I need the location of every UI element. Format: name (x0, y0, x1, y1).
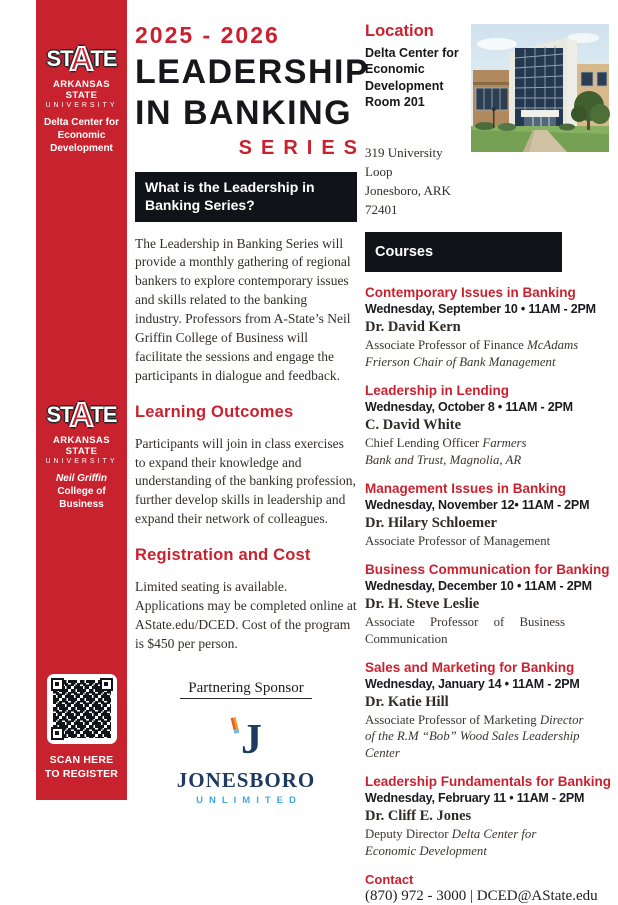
qr-finder-icon (100, 678, 113, 691)
course-date: Wednesday, December 10 • 11AM - 2PM (365, 579, 592, 594)
course-role (365, 435, 545, 468)
course-title: Leadership in Lending (365, 383, 510, 399)
qr-finder-icon (51, 727, 64, 740)
svg-text:J: J (241, 716, 262, 763)
partnering-sponsor-label (135, 680, 357, 697)
course-role (365, 712, 593, 761)
course-item-5 (365, 660, 612, 761)
logo-unit-line1: Delta Center for (43, 117, 119, 128)
wordmark-te: TE (90, 45, 117, 71)
course-instructor: Dr. Cliff E. Jones (365, 808, 472, 825)
unlimited-logo-text: UNLIMITED (196, 794, 302, 806)
logo-university-name: ARKANSAS STATE (52, 79, 111, 101)
course-role (365, 337, 593, 370)
course-instructor: Dr. David Kern (365, 319, 461, 336)
wordmark-a: A (69, 40, 94, 77)
course-instructor: C. David White (365, 417, 462, 434)
partnering-sponsor-text: Partnering Sponsor (180, 680, 311, 699)
location-street: 319 University Loop (365, 145, 443, 179)
course-instructor: Dr. H. Steve Leslie (365, 596, 480, 613)
location-city: Jonesboro, ARK 72401 (365, 182, 451, 217)
course-role (365, 614, 565, 647)
course-item-1 (365, 285, 612, 370)
course-role-text: Associate Professor of Management (365, 533, 551, 548)
asu-business-college-logo (36, 398, 127, 511)
qr-label-line1: SCAN HERE (49, 754, 114, 766)
logo-university-word: UNIVERSITY (45, 102, 118, 109)
wordmark-te: TE (90, 401, 117, 427)
location-line1: Delta Center for (365, 46, 459, 60)
qr-label-line2: TO REGISTER (44, 768, 119, 781)
wordmark-a: A (69, 396, 94, 433)
title-line-in-banking: IN BANKING (135, 94, 353, 133)
course-role-emphasis: Farmers Bank and Trust, Magnolia, AR (365, 436, 527, 467)
course-date: Wednesday, September 10 • 11AM - 2PM (365, 302, 596, 317)
course-title: Sales and Marketing for Banking (365, 660, 575, 675)
about-body: The Leadership in Banking Series will provide a monthly gathering of regional bankers to explore contemporary issues and skills related to the banking industry. Professors from A-State’s Neil Griffin College of Business will facilitate the sessions and engage the participants in dialogue and feedback. (135, 235, 351, 383)
contact-heading: Contact (365, 871, 414, 887)
about-heading-line2: Banking Series? (145, 196, 255, 213)
course-date: Wednesday, October 8 • 11AM - 2PM (365, 400, 573, 415)
course-role-text: Chief Lending Officer (365, 436, 483, 451)
program-years: 2025 - 2026 (135, 22, 280, 48)
course-item-2 (365, 383, 612, 468)
qr-code[interactable] (47, 674, 117, 744)
logo-unit-line2: College of Business (57, 486, 106, 510)
course-role-emphasis: McAdams Frierson Chair of Bank Management (365, 338, 579, 369)
jonesboro-logo-text: JONESBORO (176, 767, 316, 792)
course-role-text: Associate Professor of Finance (365, 338, 528, 353)
astate-wordmark-icon (36, 398, 127, 431)
course-role (365, 533, 593, 549)
course-instructor: Dr. Hilary Schloemer (365, 514, 497, 531)
location-line2: Economic Development (365, 62, 444, 93)
register-qr-block (36, 674, 127, 781)
logo-unit-line2: Economic Development (50, 130, 113, 154)
course-role-text: Associate Professor of Business Communication (365, 615, 565, 646)
building-photo (471, 24, 609, 152)
course-role-text: Deputy Director (365, 827, 452, 842)
right-column (365, 22, 612, 905)
course-date: Wednesday, November 12• 11AM - 2PM (365, 497, 590, 512)
qr-finder-icon (51, 678, 64, 691)
course-item-3 (365, 481, 612, 549)
wordmark-st: ST (46, 401, 73, 427)
about-heading-line1: What is the Leadership in (145, 178, 315, 195)
course-instructor: Dr. Katie Hill (365, 694, 449, 710)
course-date: Wednesday, February 11 • 11AM - 2PM (365, 791, 585, 806)
asu-dced-logo (36, 42, 127, 155)
course-title: Contemporary Issues in Banking (365, 285, 576, 301)
location-venue (365, 45, 467, 110)
logo-university-name: ARKANSAS STATE (52, 435, 111, 457)
course-role-emphasis: Delta Center for Economic Development (365, 827, 537, 858)
sidebar (36, 0, 127, 800)
course-title: Leadership Fundamentals for Banking (365, 774, 612, 790)
astate-wordmark-icon (36, 42, 127, 75)
wordmark-st: ST (46, 45, 73, 71)
jonesboro-unlimited-logo (135, 713, 357, 806)
jonesboro-j-icon (223, 713, 269, 761)
learning-outcomes-heading: Learning Outcomes (135, 402, 294, 421)
logo-university-word: UNIVERSITY (45, 458, 118, 465)
location-address (365, 144, 469, 219)
course-role-emphasis: Director of the R.M “Bob” Wood Sales Leadership Center (365, 713, 584, 760)
course-role-text: Associate Professor of Marketing (365, 713, 540, 727)
learning-outcomes-body: Participants will join in class exercises to expand their knowledge and understanding of the banking profession, further develop skills in leadership and expand their network of colleagues. (135, 435, 356, 527)
registration-body: Limited seating is available. Applications may be completed online at AState.edu/DCED. Cost of the program is $450 per person. (135, 579, 357, 651)
course-role (365, 826, 575, 859)
logo-unit-line1: Neil Griffin (56, 473, 107, 484)
title-line-leadership: LEADERSHIP (135, 53, 370, 91)
course-date: Wednesday, January 14 • 11AM - 2PM (365, 677, 580, 691)
about-heading (135, 172, 357, 222)
registration-heading: Registration and Cost (135, 546, 311, 565)
course-title: Management Issues in Banking (365, 480, 567, 496)
course-item-4 (365, 562, 612, 647)
location-heading: Location (365, 22, 434, 40)
qr-label (36, 753, 127, 781)
location-room: Room 201 (365, 94, 425, 109)
course-title: Business Communication for Banking (365, 562, 610, 578)
main-column (135, 22, 370, 806)
title-line-series: SERIES (238, 136, 366, 159)
courses-heading: Courses (365, 232, 562, 272)
contact-info: (870) 972 - 3000 | DCED@AState.edu (365, 887, 598, 904)
course-item-6 (365, 774, 612, 859)
